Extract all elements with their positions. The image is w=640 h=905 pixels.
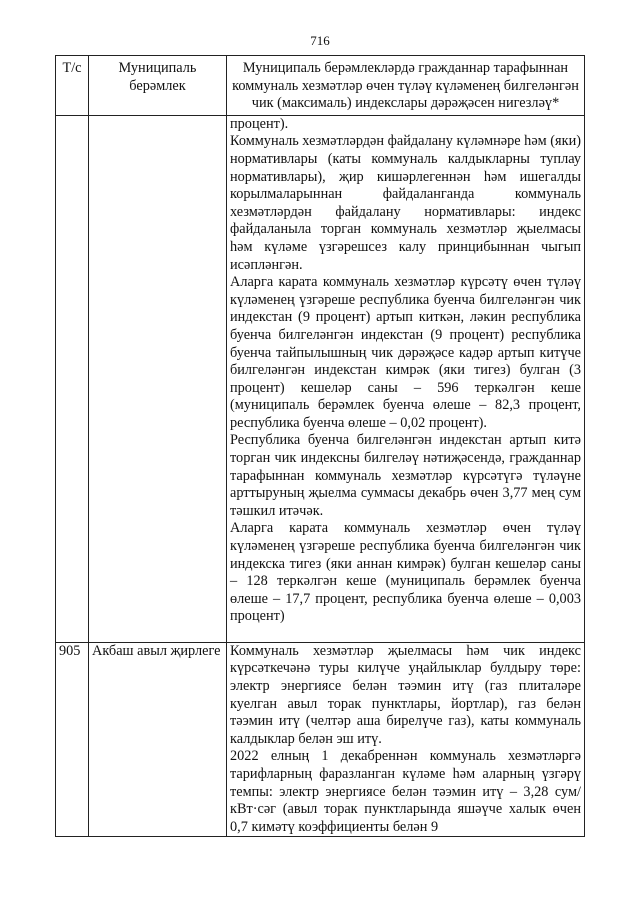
header-number: Т/с xyxy=(56,56,89,116)
row-justification xyxy=(227,115,585,642)
paragraph: Аларга карата коммуналь хезмәтләр өчен түләү күләменең үзгәреше республика буенча билгеләнгән чик индекска тигез (яки аннан кимрәк) булган кешеләр саны – 128 теркәлгән кеше (муниципаль берәмлек буенча өлеше – 17,7 процент, республика буенча өлеше – 0,003 процент) xyxy=(230,520,581,625)
row-number xyxy=(56,115,89,642)
page-number: 716 xyxy=(310,33,330,48)
row-number: 905 xyxy=(56,642,89,837)
paragraph: процент). xyxy=(230,115,289,132)
row-justification xyxy=(227,642,585,837)
paragraph: Республика буенча билгеләнгән индекстан артып китә торган чик индексны билгеләү нәтиҗәсендә, гражданнар тарафыннан коммуналь хезмәтләр күрсәтүгә түләүне арттыруның җыелма суммасы декабрь өчен 3,77 мең сум тәшкил итәчәк. xyxy=(230,432,581,519)
paragraph: 2022 елның 1 декабреннән коммуналь хезмәтләргә тарифларның фаразланган күләме һәм аларның үзгәрү темпы: электр энергиясе белән тәэмин итү – 3,28 сум/кВт·сәг (авыл торак пунктларында яшәүче халык өчен 0,7 кимәтү коэффициенты белән 9 xyxy=(230,748,581,835)
table-row xyxy=(56,642,585,837)
paragraph: Аларга карата коммуналь хезмәтләр күрсәтү өчен түләү күләменең үзгәреше республика буенча билгеләнгән чик индекстан (9 процент) артып киткән, ләкин республика буенча билгеләнгән индекстан (9 процент) республика буенча тайпылышның чик дәрәҗәсе кадәр артып китүче билгеләнгән индекстан кимрәк (яки тигез) булган (3 процент) кешеләр саны – 596 теркәлгән кеше (муниципаль берәмлек буенча өлеше – 82,3 процент, республика буенча өлеше – 0,02 процент). xyxy=(230,274,581,431)
row-municipality: Акбаш авыл җирлеге xyxy=(89,642,227,837)
tariff-table xyxy=(55,55,585,837)
paragraph: Коммуналь хезмәтләрдән файдалану күләмнәре һәм (яки) нормативлары (каты коммуналь калдыкларны туплау нормативлары), җир кишәрлегеннән һәм ишегалды корылмаларыннан файдаланганда коммуналь хезмәтләрдән файдалану нормативлары: индекс файдаланыла торган коммуналь хезмәтләр җыелмасы һәм күләме үзгәрешсез калу принцибыннан чыгып исәпләнгән. xyxy=(230,133,581,273)
table-row xyxy=(56,115,585,642)
header-municipality: Муниципаль берәмлек xyxy=(89,56,227,116)
row-municipality xyxy=(89,115,227,642)
table-header-row xyxy=(56,56,585,116)
header-justification: Муниципаль берәмлекләрдә гражданнар тарафыннан коммуналь хезмәтләр өчен түләү күләменең билгеләнгән чик (максималь) индекслары дәрәҗәсен нигезләү* xyxy=(227,56,585,116)
paragraph: Коммуналь хезмәтләр җыелмасы һәм чик индекс күрсәткечәнә туры килүче уңайлыклар булдыру төре: электр энергиясе белән тәэмин итү (газ плиталәре куелган авыл торак пунктлары, йортлар), газ белән тәэмин итү (челтәр аша бирелүче газ), каты коммуналь калдыклар белән эш итү. xyxy=(230,642,581,747)
